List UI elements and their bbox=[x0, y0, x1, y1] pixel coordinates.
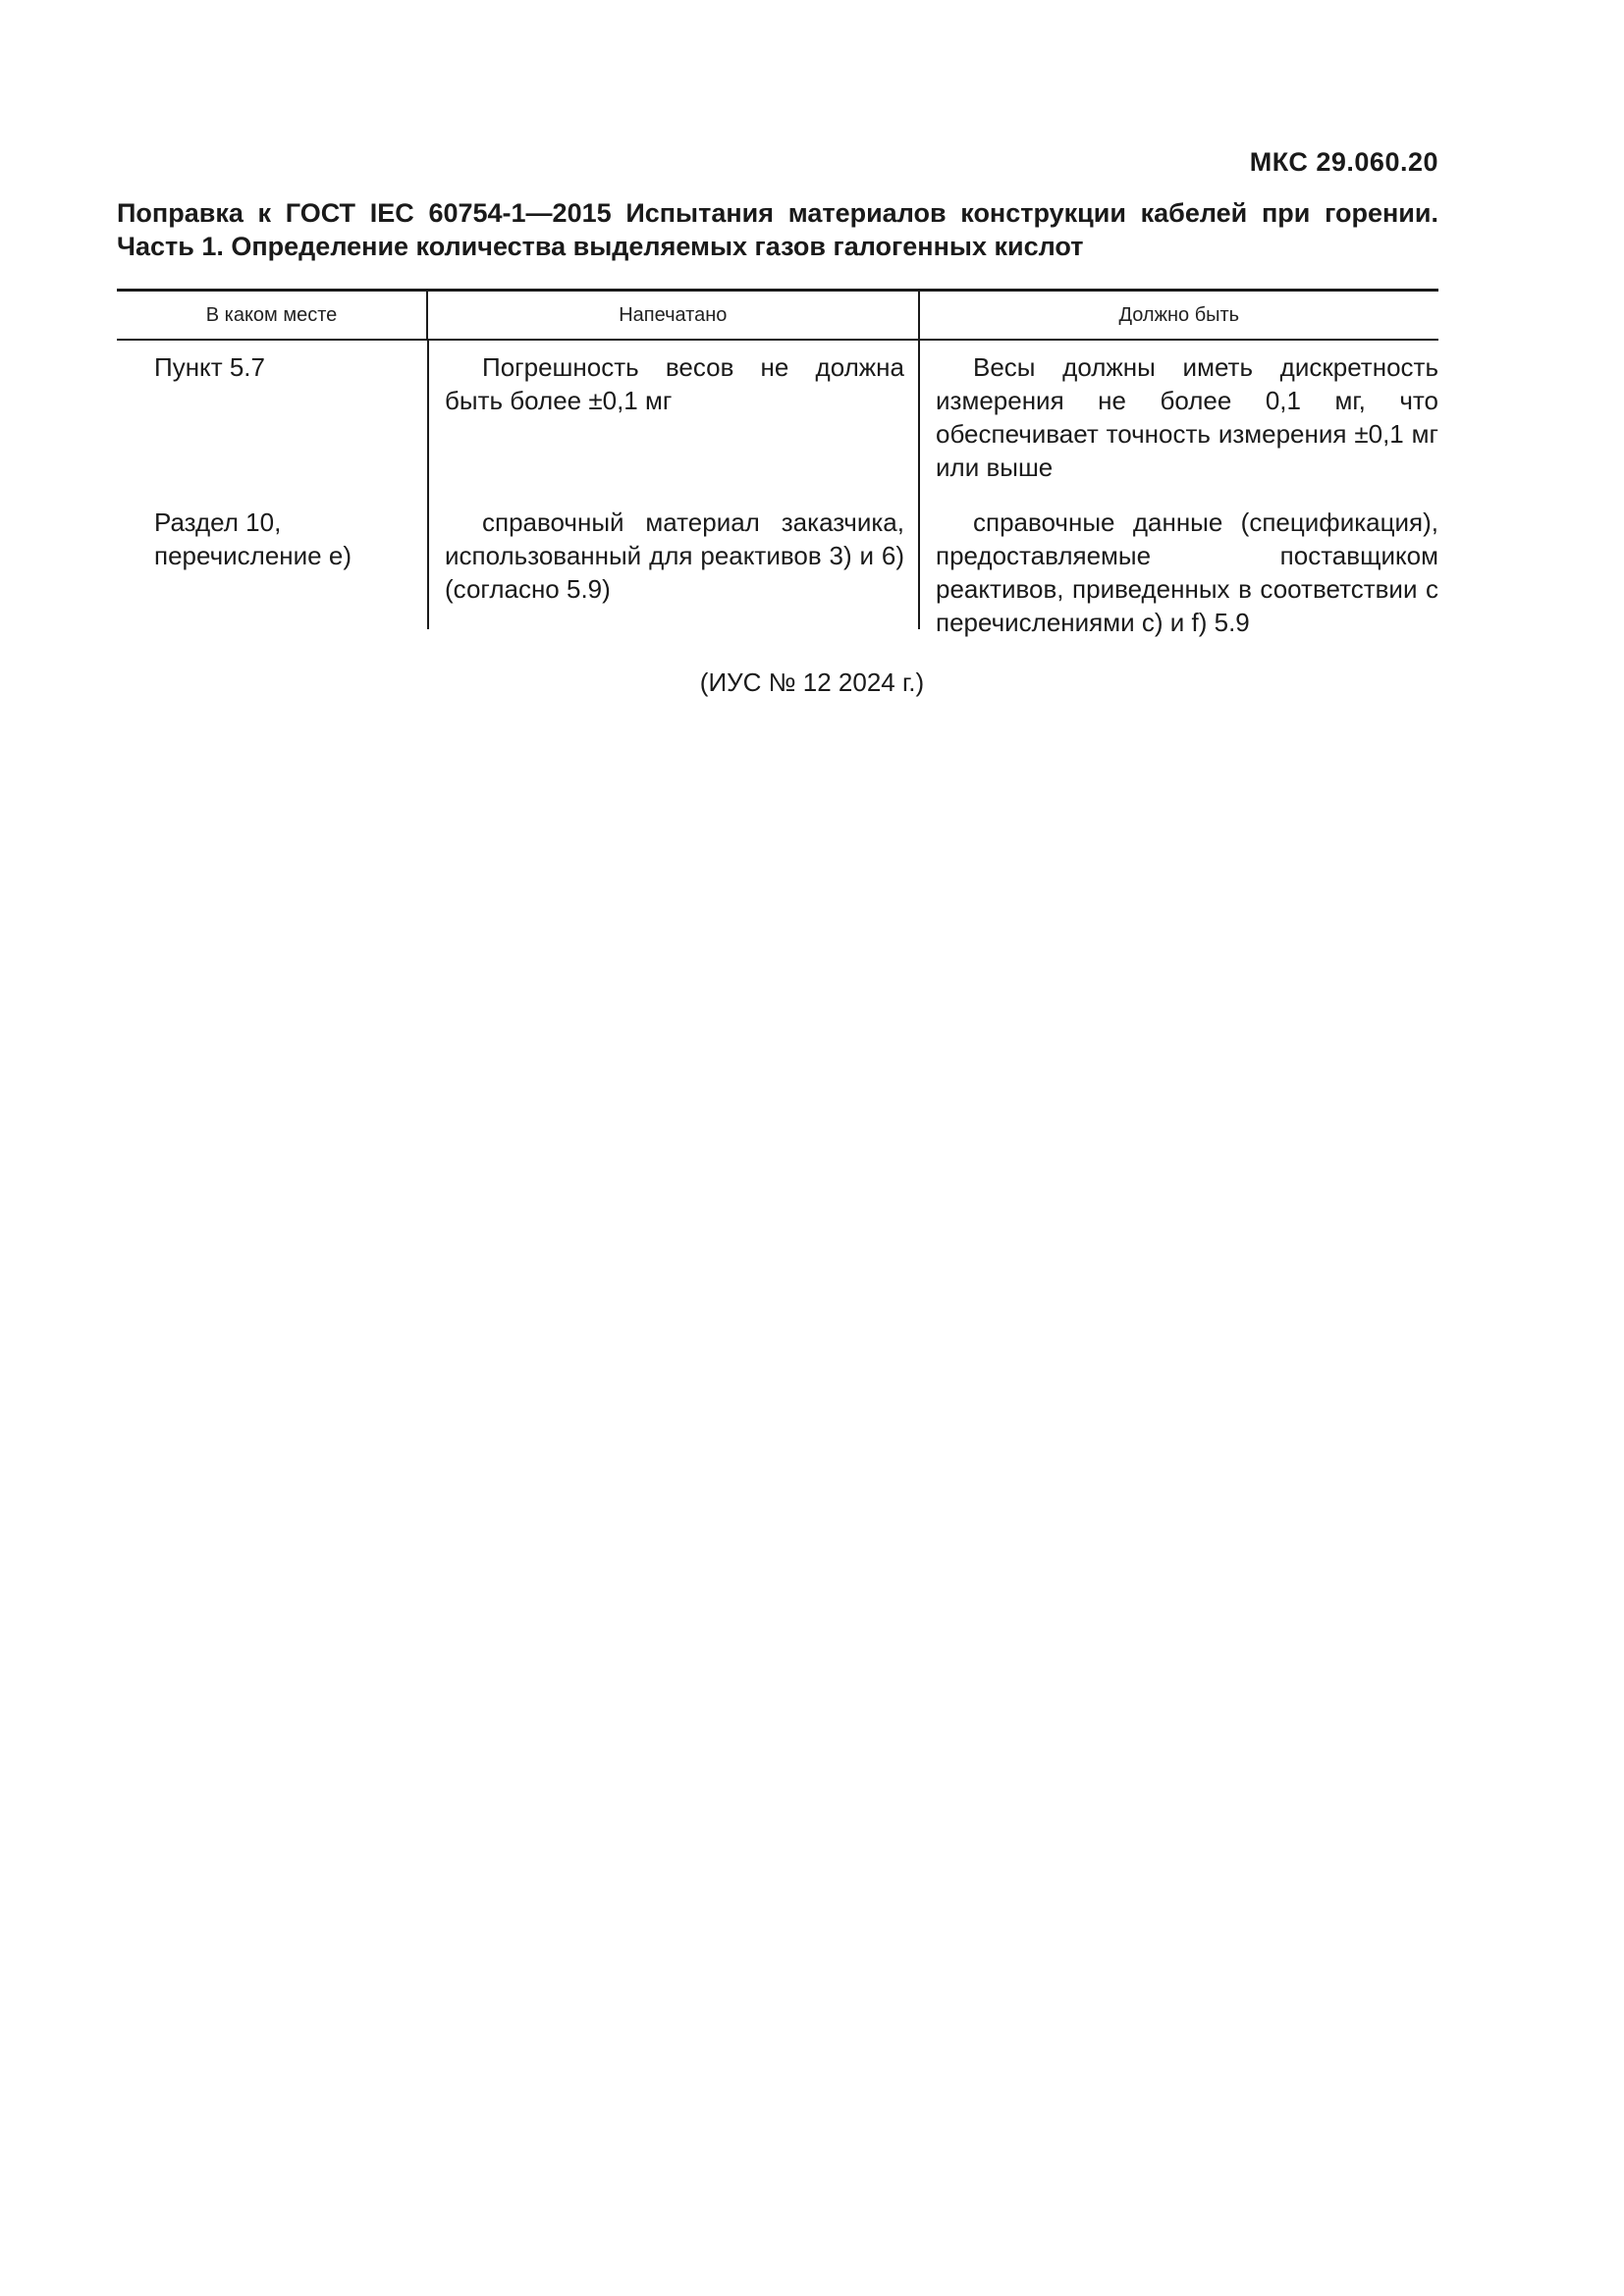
should-be-column bbox=[918, 341, 1438, 637]
classification-code: МКС 29.060.20 bbox=[1249, 147, 1438, 177]
document-title bbox=[117, 196, 1438, 263]
table-body bbox=[117, 341, 1438, 637]
table-cell-printed: Погрешность весов не должна быть более ±0,1 мг bbox=[445, 352, 904, 415]
amendment-table bbox=[117, 289, 1438, 637]
column-header-should-be: Должно быть bbox=[918, 292, 1438, 339]
column-header-place: В каком месте bbox=[205, 303, 338, 326]
table-header bbox=[117, 292, 1438, 341]
table-cell-should-be: Весы должны иметь дискретность измерения не более 0,1 мг, что обеспечивает точность измерения ±0,1 мг или выше bbox=[936, 352, 1438, 482]
ius-reference: (ИУС № 12 2024 г.) bbox=[699, 667, 925, 697]
title-line-1: Поправка к ГОСТ IEC 60754-1—2015 Испытания материалов конструкции кабелей при горении. bbox=[117, 198, 1438, 228]
table-cell-should-be: справочные данные (спецификация), предоставляемые поставщиком реактивов, приведенных в соответствии с перечислениями с) и f) 5.9 bbox=[936, 507, 1438, 637]
column-header-printed: Напечатано bbox=[426, 292, 918, 339]
table-cell-printed: справочный материал заказчика, использованный для реактивов 3) и 6) (согласно 5.9) bbox=[445, 507, 904, 604]
place-column bbox=[117, 341, 427, 629]
table-cell-place: Пункт 5.7 bbox=[154, 352, 265, 382]
printed-column bbox=[427, 341, 918, 629]
title-line-2: Часть 1. Определение количества выделяемых газов галогенных кислот bbox=[117, 232, 1084, 261]
table-cell-place: Раздел 10, перечисление е) bbox=[154, 507, 352, 570]
